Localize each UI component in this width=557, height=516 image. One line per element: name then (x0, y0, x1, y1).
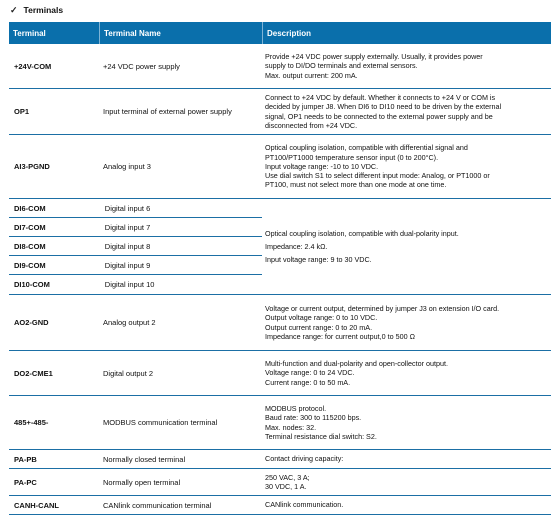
terminal-cell: AO2-GND (14, 318, 49, 327)
terminal-cell: DI7-COM (14, 222, 46, 232)
table-row (9, 237, 262, 256)
description-cell (262, 351, 551, 395)
description-line: Voltage or current output, determined by jumper J3 on extension I/O card. (265, 303, 500, 313)
header-terminal-name: Terminal Name (99, 22, 262, 44)
terminal-cell: DO2-CME1 (14, 368, 53, 378)
description-line: PT100/PT1000 temperature sensor input (0 to 200°C). (265, 152, 439, 162)
terminal-name-cell: Digital input 8 (104, 241, 151, 251)
description-line: Connect to +24 VDC by default. Whether it connects to +24 V or COM is (265, 92, 496, 102)
description-line: Contact driving capacity: (265, 454, 344, 464)
table-row (9, 135, 551, 199)
terminal-name-cell: Analog input 3 (103, 162, 151, 171)
table-row (9, 496, 551, 515)
table-row (9, 44, 551, 89)
terminal-name-cell: Digital input 7 (104, 222, 151, 232)
description-line: 250 VAC, 3 A; (265, 472, 310, 482)
description-cell (262, 44, 551, 88)
description-line: Baud rate: 300 to 115200 bps. (265, 413, 362, 423)
terminal-name-cell: Digital input 6 (104, 203, 151, 213)
description-line: Optical coupling isolation, compatible with dual-polarity input. (265, 229, 459, 238)
header-description: Description (262, 22, 551, 44)
description-line: Voltage range: 0 to 24 VDC. (265, 368, 355, 378)
description-line: disconnected from +24 VDC. (265, 120, 358, 130)
description-line: Current range: 0 to 50 mA. (265, 377, 351, 387)
digital-input-list (9, 199, 262, 294)
terminal-name-cell: Digital input 10 (104, 280, 155, 289)
terminal-name-cell: Normally closed terminal (103, 454, 186, 464)
terminal-cell: 485+-485- (14, 418, 49, 427)
description-line: supply to DI/DO terminals and external sensors. (265, 61, 418, 71)
terminal-name-cell: Digital output 2 (103, 368, 154, 378)
table-row (9, 89, 551, 135)
terminal-cell: AI3-PGND (14, 162, 50, 171)
terminal-name-cell: Normally open terminal (103, 477, 181, 487)
digital-input-group (9, 199, 551, 295)
description-cell (262, 89, 551, 134)
description-line: Output voltage range: 0 to 10 VDC. (265, 313, 378, 323)
table-row (9, 256, 262, 275)
description-line: signal, OP1 needs to be connected to the external power supply and be (265, 111, 493, 121)
table-row (9, 396, 551, 450)
description-line: Impedance range: for current output,0 to 500 Ω (265, 331, 416, 341)
table-row (9, 218, 262, 237)
terminal-name-cell: Input terminal of external power supply (103, 107, 232, 116)
terminal-cell: PA-PB (14, 454, 37, 464)
description-cell (262, 295, 551, 350)
description-cell (262, 135, 551, 198)
description-cell (262, 450, 551, 468)
description-cell (262, 469, 551, 495)
terminal-cell: OP1 (14, 107, 30, 116)
description-line: CANlink communication. (265, 500, 344, 510)
section-heading (10, 3, 63, 17)
section-title: Terminals (23, 5, 64, 15)
checkmark-icon: ✓ (10, 4, 18, 15)
terminal-name-cell: MODBUS communication terminal (103, 418, 218, 427)
description-line: Input voltage range: 9 to 30 VDC. (265, 255, 372, 264)
terminal-cell: PA-PC (14, 477, 37, 487)
table-row (9, 295, 551, 351)
terminal-cell: DI8-COM (14, 241, 46, 251)
terminal-name-cell: +24 VDC power supply (103, 61, 180, 71)
header-terminal: Terminal (13, 28, 46, 38)
terminal-cell: DI9-COM (14, 260, 46, 270)
terminal-name-cell: CANlink communication terminal (103, 500, 212, 510)
description-line: Provide +24 VDC power supply externally. Usually, it provides power (265, 52, 483, 62)
table-row (9, 469, 551, 496)
description-line: Output current range: 0 to 20 mA. (265, 322, 373, 332)
description-line: decided by jumper J8. When DI6 to DI10 need to be driven by the external (265, 102, 502, 112)
terminal-name-cell: Analog output 2 (103, 318, 156, 327)
description-line: Max. output current: 200 mA. (265, 70, 358, 80)
terminal-cell: +24V-COM (14, 61, 52, 71)
terminal-cell: CANH-CANL (14, 500, 59, 510)
table-header (9, 22, 551, 44)
terminal-cell: DI6-COM (14, 203, 46, 213)
table-row (9, 275, 262, 294)
description-line: Input voltage range: -10 to 10 VDC. (265, 161, 379, 171)
description-line: Impedance: 2.4 kΩ. (265, 242, 328, 251)
terminal-name-cell: Digital input 9 (104, 260, 151, 270)
description-line: Use dial switch S1 to select different input mode: Analog, or PT1000 or (265, 171, 490, 181)
table-row (9, 450, 551, 469)
description-cell (262, 496, 551, 514)
description-line: Multi-function and dual-polarity and open-collector output. (265, 359, 448, 369)
terminal-cell: DI10-COM (14, 280, 50, 289)
description-line: Max. nodes: 32. (265, 422, 317, 432)
description-line: MODBUS protocol. (265, 403, 327, 413)
table-row (9, 199, 262, 218)
description-line: 30 VDC, 1 A. (265, 482, 307, 491)
description-cell (262, 199, 551, 294)
terminals-table (9, 22, 551, 515)
description-line: Terminal resistance dial switch: S2. (265, 431, 377, 441)
table-row (9, 351, 551, 396)
description-cell (262, 396, 551, 449)
description-line: PT100, must not select more than one mode at one time. (265, 180, 447, 190)
description-line: Optical coupling isolation, compatible with differential signal and (265, 143, 468, 153)
